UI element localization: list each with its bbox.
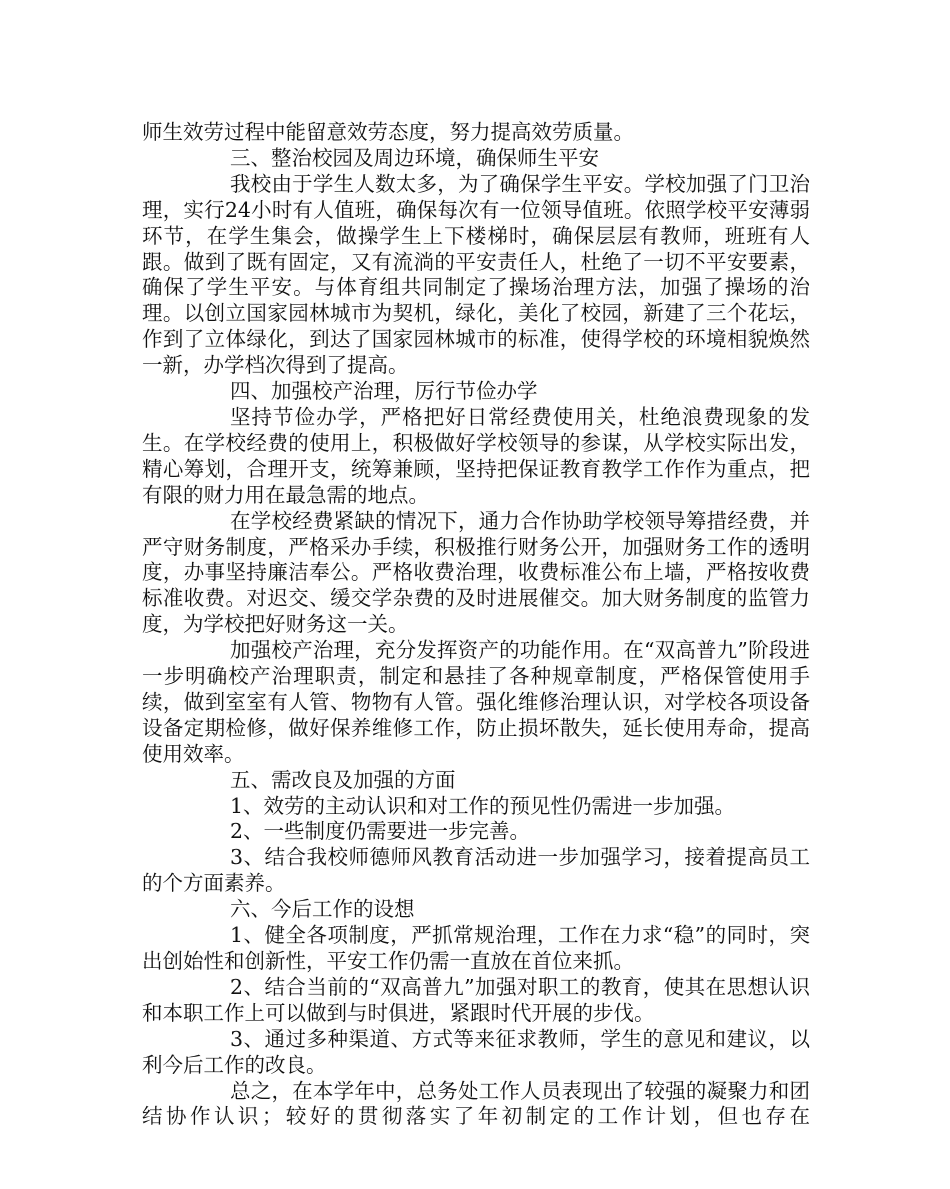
- list-item: 1、健全各项制度，严抓常规治理，工作在力求“稳”的同时，突出创始性和创新性，平安工作仍需一直放在首位来抓。: [142, 923, 810, 973]
- section-heading-four: 四、加强校产治理，厉行节俭办学: [230, 379, 538, 404]
- list-item: 1、效劳的主动认识和对工作的预见性仍需进一步加强。: [230, 793, 736, 818]
- list-item: 3、结合我校师德师风教育活动进一步加强学习，接着提高员工的个方面素养。: [142, 845, 810, 896]
- paragraph: 我校由于学生人数太多，为了确保学生平安。学校加强了门卫治理，实行24小时有人值班，确保每次有一位领导值班。依照学校平安薄弱环节，在学生集会，做操学生上下楼梯时，确保层层有教师，班班有人跟。做到了既有固定，又有流淌的平安责任人，杜绝了一切不平安要素，确保了学生平安。与体育组共同制定了操场治理方法，加强了操场的治理。以创立国家园林城市为契机，绿化，美化了校园，新建了三个花坛，作到了立体绿化，到达了国家园林城市的标准，使得学校的环境相貌焕然一新，办学档次得到了提高。: [142, 171, 810, 378]
- section-heading-three: 三、整治校园及周边环境，确保师生平安: [230, 145, 599, 170]
- list-item: 2、一些制度仍需要进一步完善。: [230, 819, 531, 844]
- paragraph-continuation: 师生效劳过程中能留意效劳态度，努力提高效劳质量。: [142, 120, 634, 144]
- paragraph: 在学校经费紧缺的情况下，通力合作协助学校领导筹措经费，并严守财务制度，严格采办手续，积极推行财务公开，加强财务工作的透明度，办事坚持廉洁奉公。严格收费治理，收费标准公布上墙，严格按收费标准收费。对迟交、缓交学杂费的及时进展催交。加大财务制度的监管力度，为学校把好财务这一关。: [142, 508, 810, 637]
- document-body: [142, 120, 810, 1130]
- paragraph-summary: 总之，在本学年中，总务处工作人员表现出了较强的凝聚力和团结协作认识；较好的贯彻落实了年初制定的工作计划，但也存在: [142, 1078, 810, 1129]
- paragraph: 坚持节俭办学，严格把好日常经费使用关，杜绝浪费现象的发生。在学校经费的使用上，积极做好学校领导的参谋，从学校实际出发，精心筹划，合理开支，统筹兼顾，坚持把保证教育教学工作作为重点，把有限的财力用在最急需的地点。: [142, 404, 810, 507]
- section-heading-six: 六、今后工作的设想: [230, 897, 415, 922]
- list-item: 3、通过多种渠道、方式等来征求教师，学生的意见和建议，以利今后工作的改良。: [142, 1026, 810, 1077]
- paragraph: 加强校产治理，充分发挥资产的功能作用。在“双高普九”阶段进一步明确校产治理职责，制定和悬挂了各种规章制度，严格保管使用手续，做到室室有人管、物物有人管。强化维修治理认识，对学校各项设备设备定期检修，做好保养维修工作，防止损坏散失，延长使用寿命，提高使用效率。: [142, 638, 810, 766]
- list-item: 2、结合当前的“双高普九”加强对职工的教育，使其在思想认识和本职工作上可以做到与时俱进，紧跟时代开展的步伐。: [142, 974, 810, 1025]
- section-heading-five: 五、需改良及加强的方面: [230, 767, 456, 792]
